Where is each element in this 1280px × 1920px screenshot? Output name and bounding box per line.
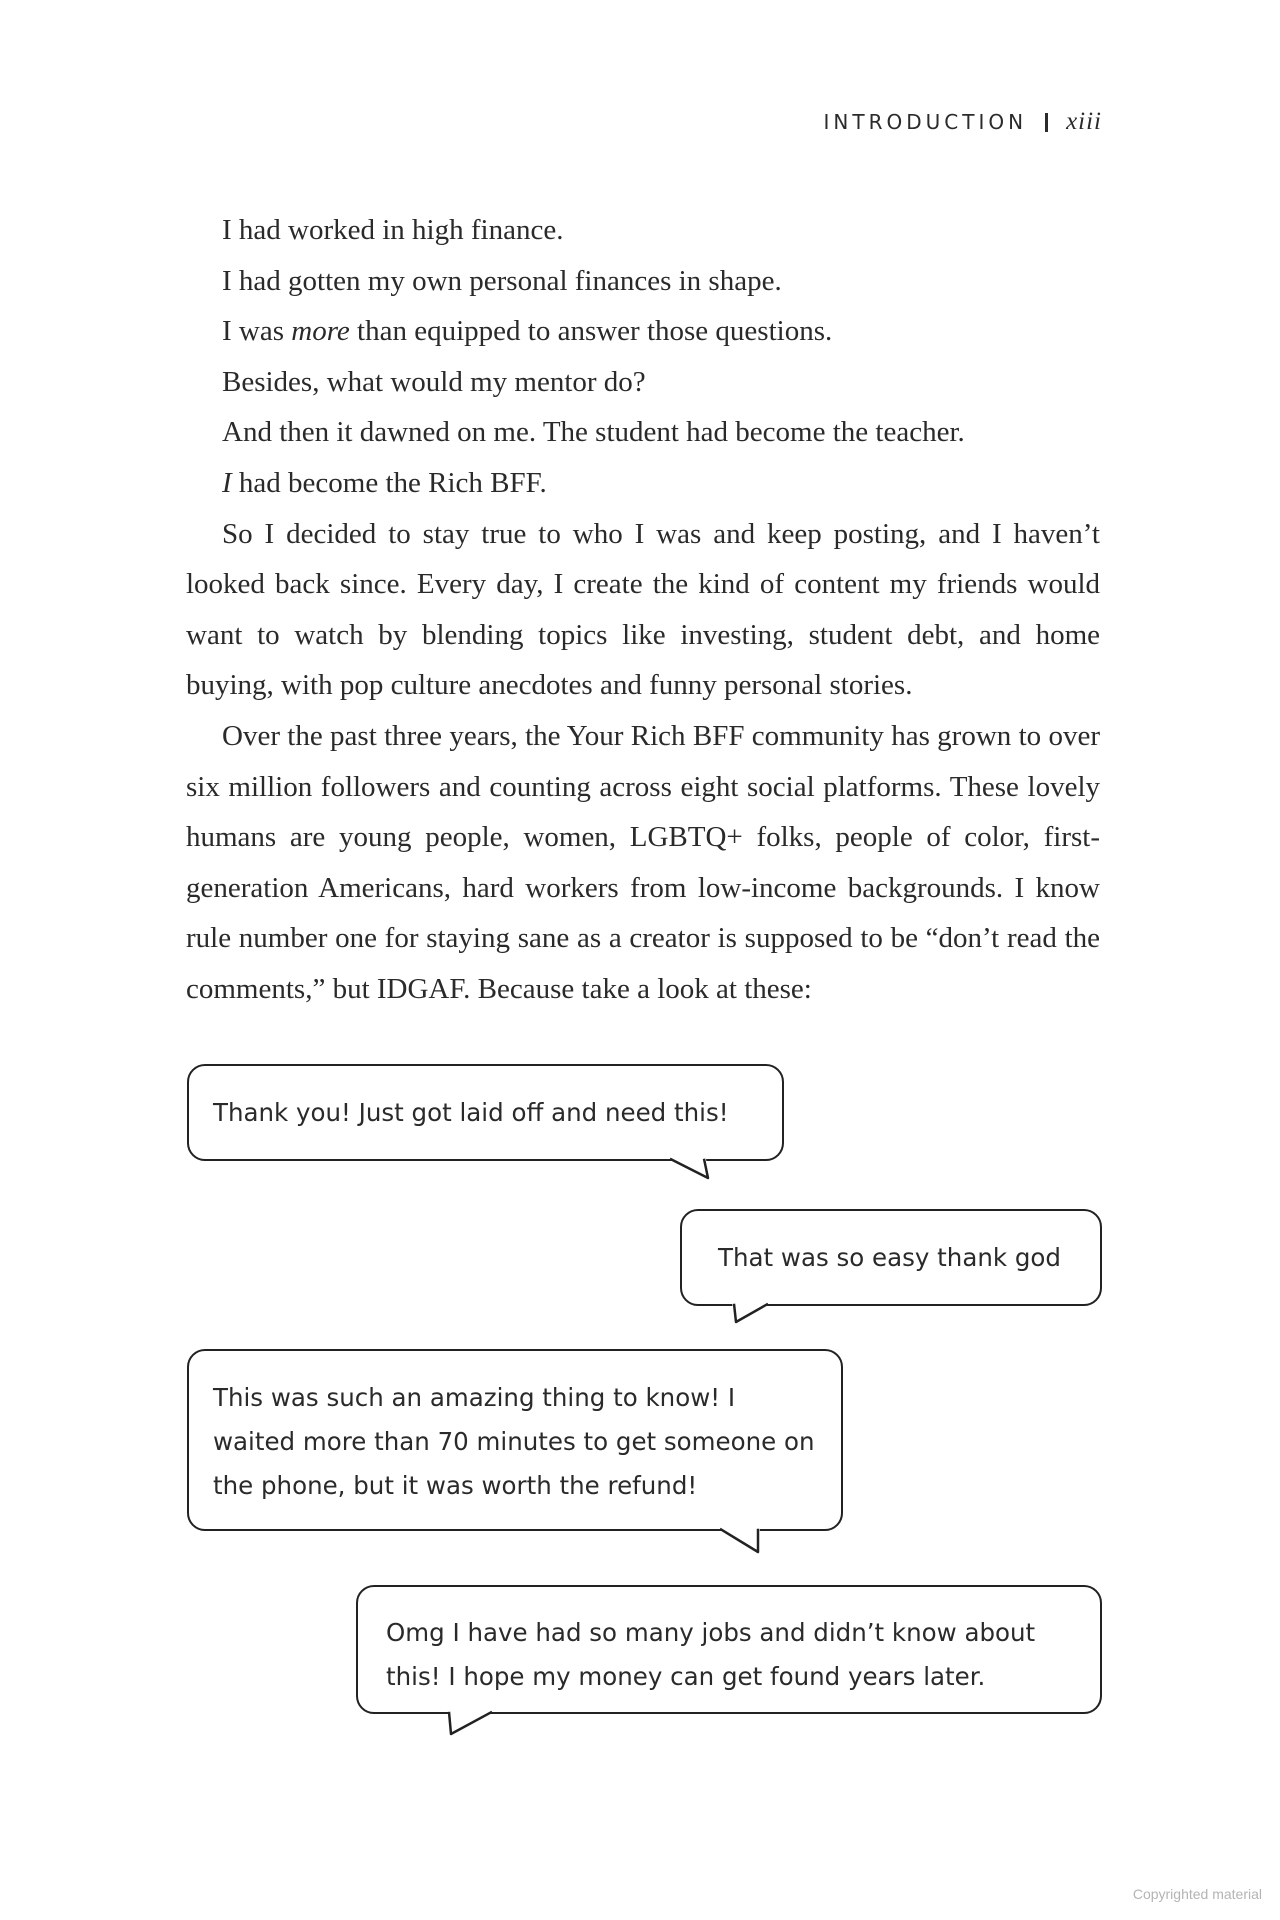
paragraph: Over the past three years, the Your Rich BFF community has grown to over six million followers and counting across eight social platforms. These lovely humans are young people, women, LGBTQ+ folks, people of color, first-generation Americans, hard workers from low-income backgrounds. I know rule number one for staying sane as a creator is supposed to be “don’t read the comments,” but IDGAF. Because take a look at these: <box>186 719 1100 1005</box>
comment-bubble <box>187 1064 784 1161</box>
body-line: And then it dawned on me. The student had become the teacher. <box>222 416 965 449</box>
section-title: INTRODUCTION <box>823 110 1028 134</box>
body-line: Besides, what would my mentor do? <box>222 365 646 398</box>
paragraph: So I decided to stay true to who I was and keep posting, and I haven’t looked back since. Every day, I create the kind of content my friends would want to watch by blending topics like investing, student debt, and home buying, with pop culture anecdotes and funny personal stories. <box>186 517 1100 702</box>
body-line <box>186 458 1100 509</box>
copyright-note: Copyrighted material <box>1132 1886 1262 1902</box>
body-line: I had gotten my own personal finances in shape. <box>222 264 782 297</box>
emphasis-i: I <box>222 466 232 499</box>
speech-tail <box>728 1302 772 1328</box>
comment-text: Thank you! Just got laid off and need this! <box>213 1098 729 1127</box>
speech-tail <box>720 1527 764 1557</box>
running-head <box>824 108 1102 136</box>
body-text <box>186 205 1100 1015</box>
line-prefix: I was <box>222 315 292 348</box>
comment-text: Omg I have had so many jobs and didn’t know about this! I hope my money can get found years later. <box>386 1618 1036 1691</box>
speech-tail <box>670 1157 714 1183</box>
comment-text: That was so easy thank god <box>718 1243 1061 1272</box>
emphasis-more: more <box>291 315 350 348</box>
header-separator <box>1045 113 1048 132</box>
page-number: xiii <box>1066 108 1102 135</box>
comment-bubble <box>187 1349 843 1531</box>
comment-text: This was such an amazing thing to know! I waited more than 70 minutes to get someone on the phone, but it was worth the refund! <box>213 1383 815 1500</box>
comment-bubble <box>680 1209 1102 1306</box>
body-line: I had worked in high finance. <box>222 214 564 246</box>
line-rest: had become the Rich BFF. <box>238 466 547 499</box>
body-line <box>186 306 1100 357</box>
line-rest: than equipped to answer those questions. <box>357 315 833 348</box>
speech-tail <box>446 1710 496 1740</box>
comment-bubble <box>356 1585 1102 1714</box>
